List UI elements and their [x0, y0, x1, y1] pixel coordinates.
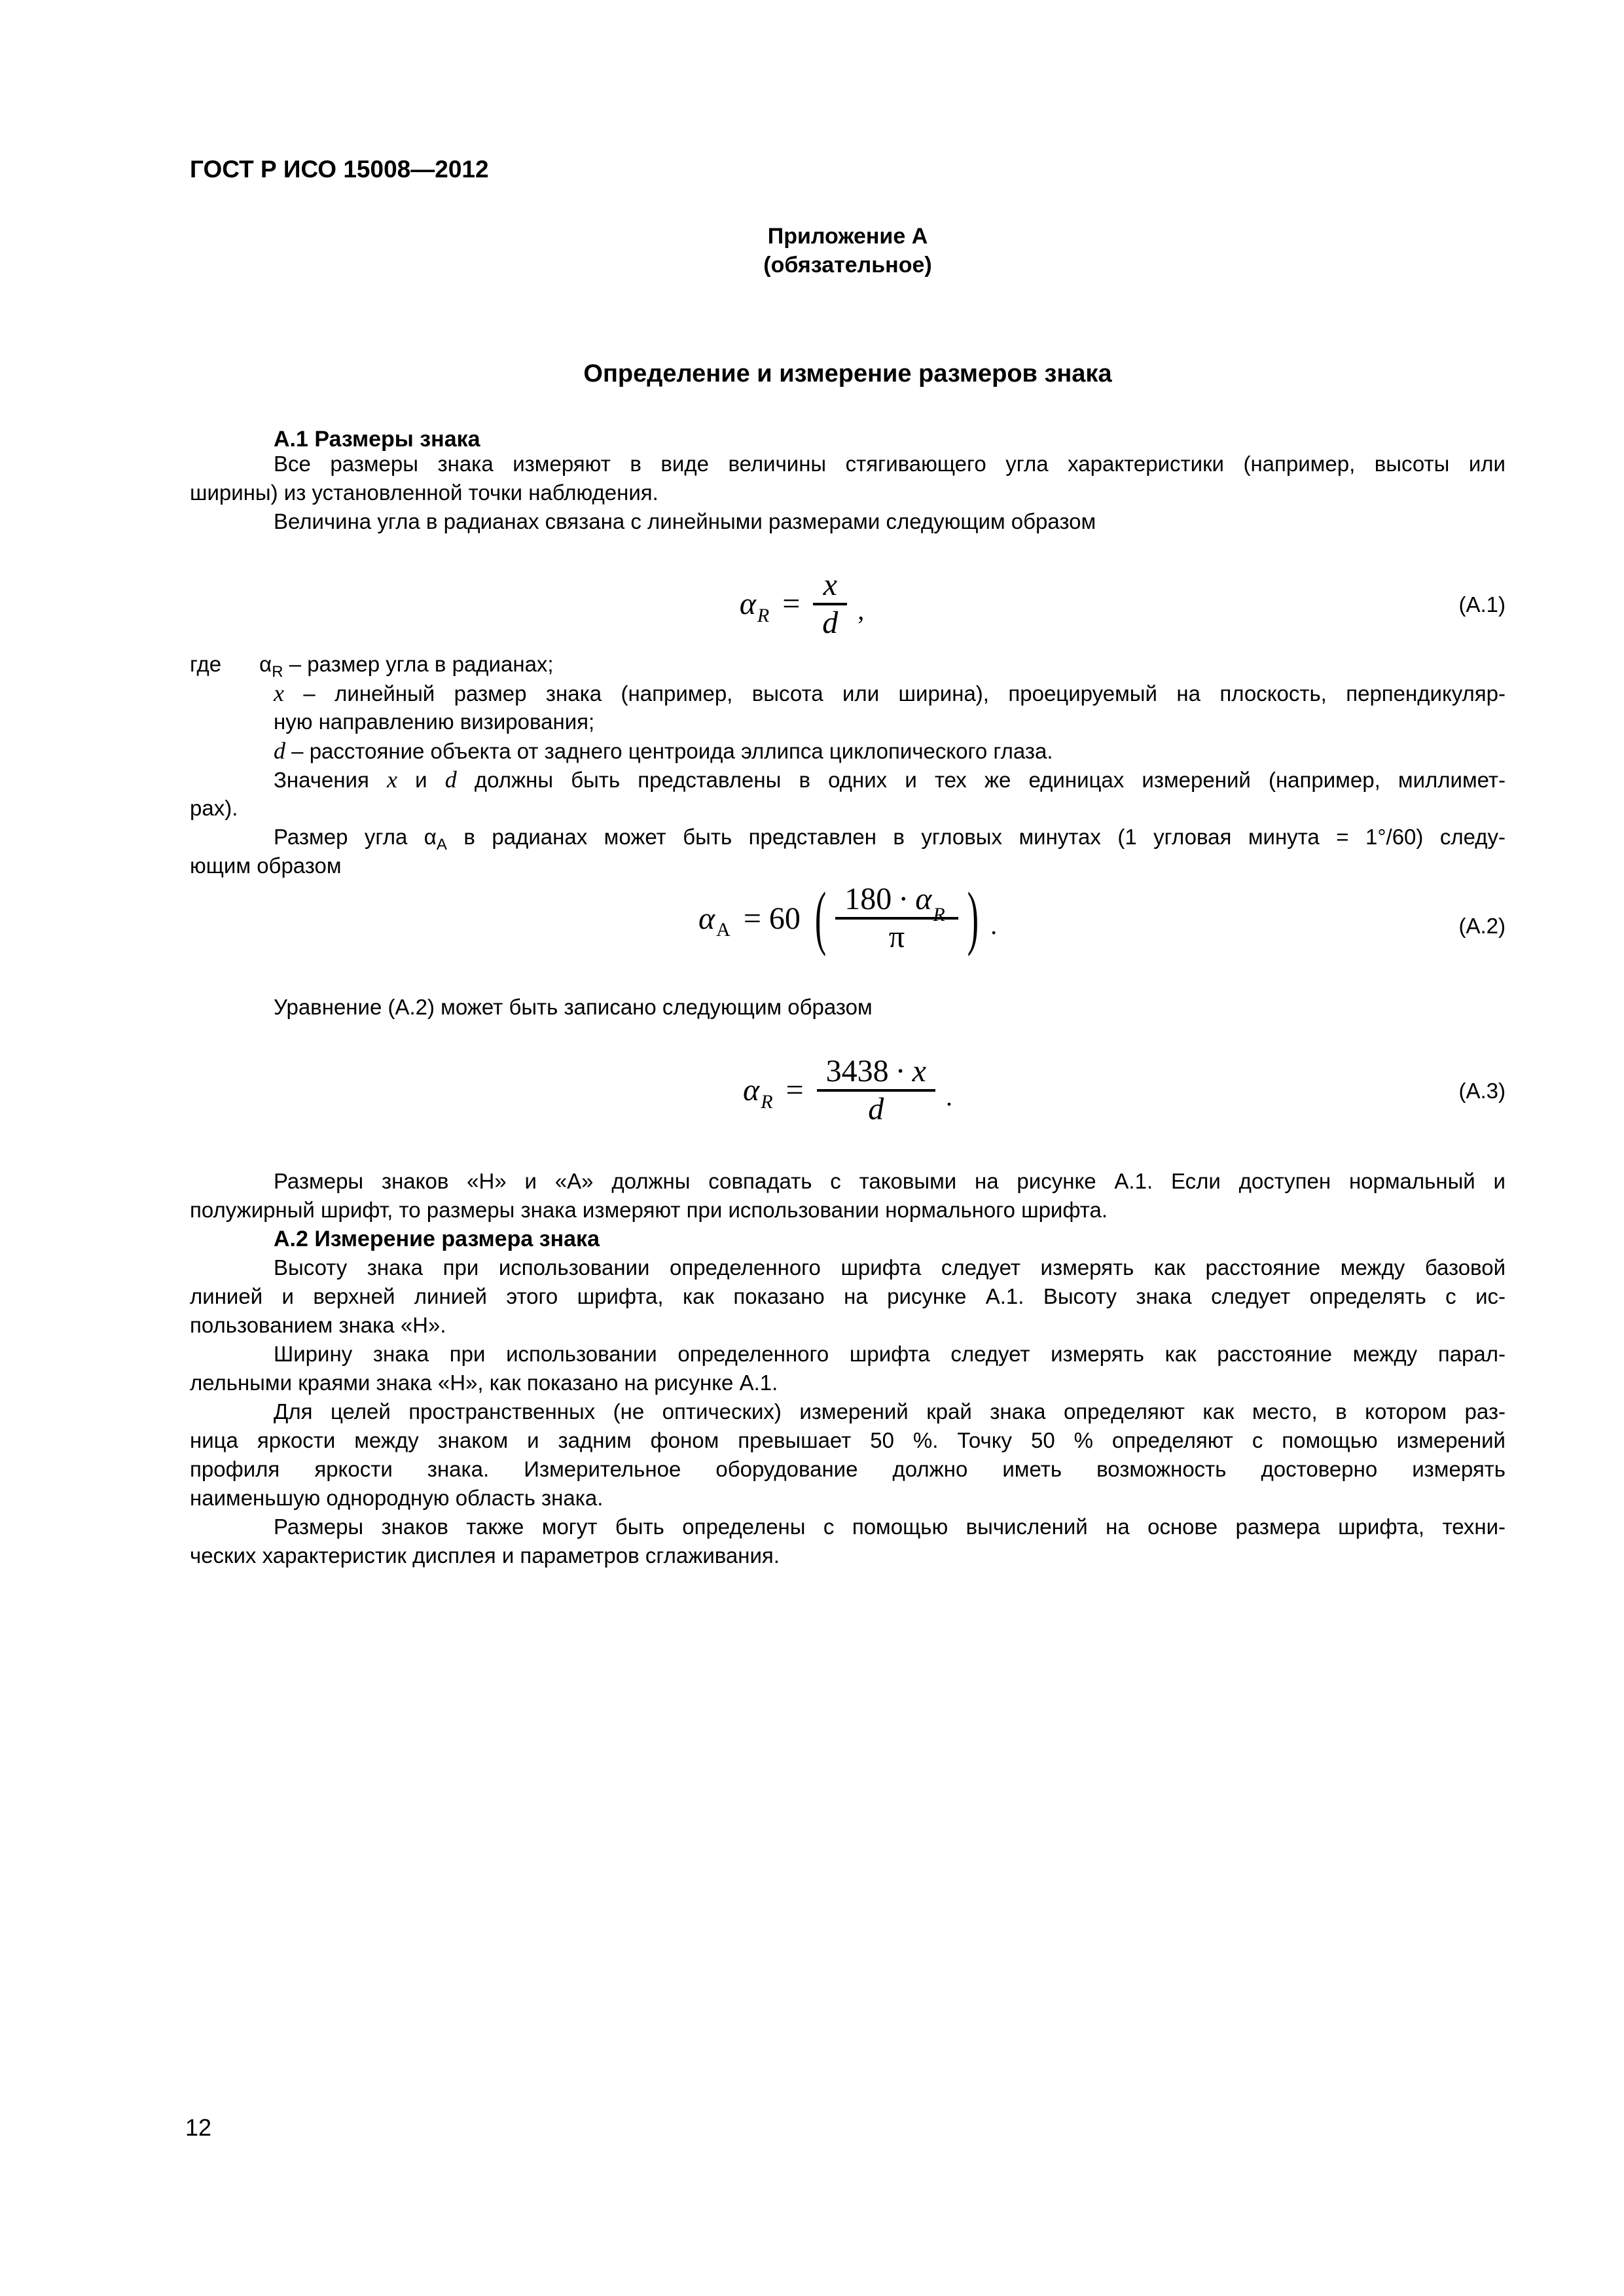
equals-sign: =	[785, 1073, 804, 1107]
coefficient: 180	[844, 882, 892, 917]
alpha-subscript: R	[761, 1090, 773, 1113]
formula-a3-label: (А.3)	[1458, 1079, 1506, 1103]
alpha-subscript: R	[272, 663, 283, 681]
fraction	[813, 567, 847, 641]
paragraph-line	[190, 766, 1506, 794]
paragraph-line: пользованием знака «Н».	[190, 1313, 446, 1337]
formula-comma: ,	[857, 596, 865, 626]
fraction-numerator	[835, 882, 958, 926]
paragraph-line: Размеры знаков также могут быть определены с помощью вычислений на основе размера шрифта, техни-	[274, 1515, 1506, 1539]
fraction-denominator: d	[868, 1091, 884, 1126]
paragraph-line: Уравнение (А.2) может быть записано следующим образом	[274, 995, 873, 1019]
document-title: Определение и измерение размеров знака	[583, 360, 1112, 387]
paragraph-line: ющим образом	[190, 853, 342, 878]
d-definition-text: – расстояние объекта от заднего центроида эллипса циклопического глаза.	[285, 739, 1053, 763]
paragraph-line: Все размеры знака измеряют в виде величины стягивающего угла характеристики (например, высоты или	[274, 452, 1506, 476]
paragraph-line: Для целей пространственных (не оптических) измерений край знака определяют как место, в котором раз-	[274, 1399, 1506, 1424]
formula-a2	[190, 869, 1506, 967]
fraction-denominator: π	[888, 920, 905, 954]
formula-a1-label: (А.1)	[1458, 592, 1506, 617]
where-x-definition	[274, 679, 1506, 708]
paragraph-line: рах).	[190, 796, 238, 820]
d-variable: d	[274, 738, 285, 764]
where-alpha-definition: – размер угла в радианах;	[283, 652, 554, 676]
fraction-numerator	[817, 1054, 935, 1089]
fraction-denominator: d	[822, 605, 839, 640]
coefficient: 3438	[825, 1053, 889, 1088]
appendix-label: Приложение А	[767, 224, 928, 249]
formula-a2-body	[698, 879, 998, 958]
appendix-kind: (обязательное)	[763, 253, 932, 278]
alpha-subscript: R	[933, 904, 945, 926]
paragraph-line: лельными краями знака «Н», как показано на рисунке А.1.	[190, 1371, 778, 1395]
multiply-dot: ·	[898, 882, 909, 917]
where-x-definition-cont: ную направлению визирования;	[274, 709, 595, 734]
where-lead: где	[190, 652, 222, 676]
paragraph-line: профиля яркости знака. Измерительное оборудование должно иметь возможность достоверно измерять	[190, 1457, 1506, 1481]
x-variable: x	[912, 1053, 926, 1088]
paragraph-line: Высоту знака при использовании определенного шрифта следует измерять как расстояние между базовой	[274, 1255, 1506, 1280]
paragraph-line: ница яркости между знаком и задним фоном превышает 50 %. Точку 50 % определяют с помощью измерений	[190, 1428, 1506, 1452]
alpha-symbol: α	[698, 901, 715, 936]
d-variable: d	[444, 766, 457, 793]
fraction	[835, 882, 958, 955]
fraction	[817, 1054, 935, 1127]
section-a1-heading: А.1 Размеры знака	[274, 427, 480, 452]
x-variable: x	[274, 680, 284, 706]
text-part: в радианах может быть представлен в угловых минутах (1 угловая минута = 1°/60) следу-	[446, 825, 1506, 849]
formula-period: .	[990, 910, 998, 940]
formula-a2-label: (А.2)	[1458, 914, 1506, 938]
paragraph-line: ческих характеристик дисплея и параметров сглаживания.	[190, 1543, 780, 1568]
multiply-dot: ·	[895, 1053, 906, 1088]
paragraph-line: Размеры знаков «Н» и «А» должны совпадать с таковыми на рисунке А.1. Если доступен нормальный и	[274, 1169, 1506, 1193]
text-part: Значения	[274, 768, 388, 792]
formula-a3	[190, 1046, 1506, 1134]
formula-a1	[190, 556, 1506, 651]
alpha-subscript: A	[716, 919, 731, 941]
x-variable: x	[387, 766, 397, 793]
paragraph-line: линией и верхней линией этого шрифта, как показано на рисунке А.1. Высоту знака следует определять с ис-	[190, 1284, 1506, 1308]
text-part: и	[397, 768, 445, 792]
close-paren: )	[967, 879, 979, 958]
alpha-subscript: A	[436, 836, 447, 853]
alpha-symbol: α	[915, 882, 932, 917]
paragraph-line: Величина угла в радианах связана с линейными размерами следующим образом	[274, 509, 1096, 533]
where-d-definition	[274, 737, 1506, 765]
text-part: Размер угла α	[274, 825, 437, 849]
section-a2-heading: А.2 Измерение размера знака	[274, 1227, 600, 1251]
text-part: должны быть представлены в одних и тех же единицах измерений (например, миллимет-	[456, 768, 1506, 792]
alpha-symbol: α	[743, 1073, 760, 1107]
alpha-symbol: α	[739, 586, 756, 621]
formula-a1-body	[740, 567, 865, 641]
paragraph-line: полужирный шрифт, то размеры знака измеряют при использовании нормального шрифта.	[190, 1198, 1108, 1222]
formula-a3-body	[743, 1054, 952, 1127]
formula-period: .	[945, 1082, 952, 1112]
alpha-subscript: R	[757, 604, 770, 626]
paragraph-line: Ширину знака при использовании определенного шрифта следует измерять как расстояние между парал-	[274, 1342, 1506, 1366]
paragraph-line: наименьшую однородную область знака.	[190, 1486, 604, 1510]
page-number: 12	[185, 2114, 212, 2141]
equals-sign: =	[782, 586, 801, 621]
paragraph-line: ширины) из установленной точки наблюдения.	[190, 480, 659, 505]
fraction-numerator: x	[823, 567, 837, 602]
document-header: ГОСТ Р ИСО 15008—2012	[190, 156, 489, 183]
open-paren: (	[814, 879, 827, 958]
equals-sign: = 60	[743, 901, 801, 936]
x-definition-text: – линейный размер знака (например, высота или ширина), проецируемый на плоскость, перпендикуляр-	[283, 681, 1506, 706]
alpha-symbol: α	[259, 652, 272, 676]
